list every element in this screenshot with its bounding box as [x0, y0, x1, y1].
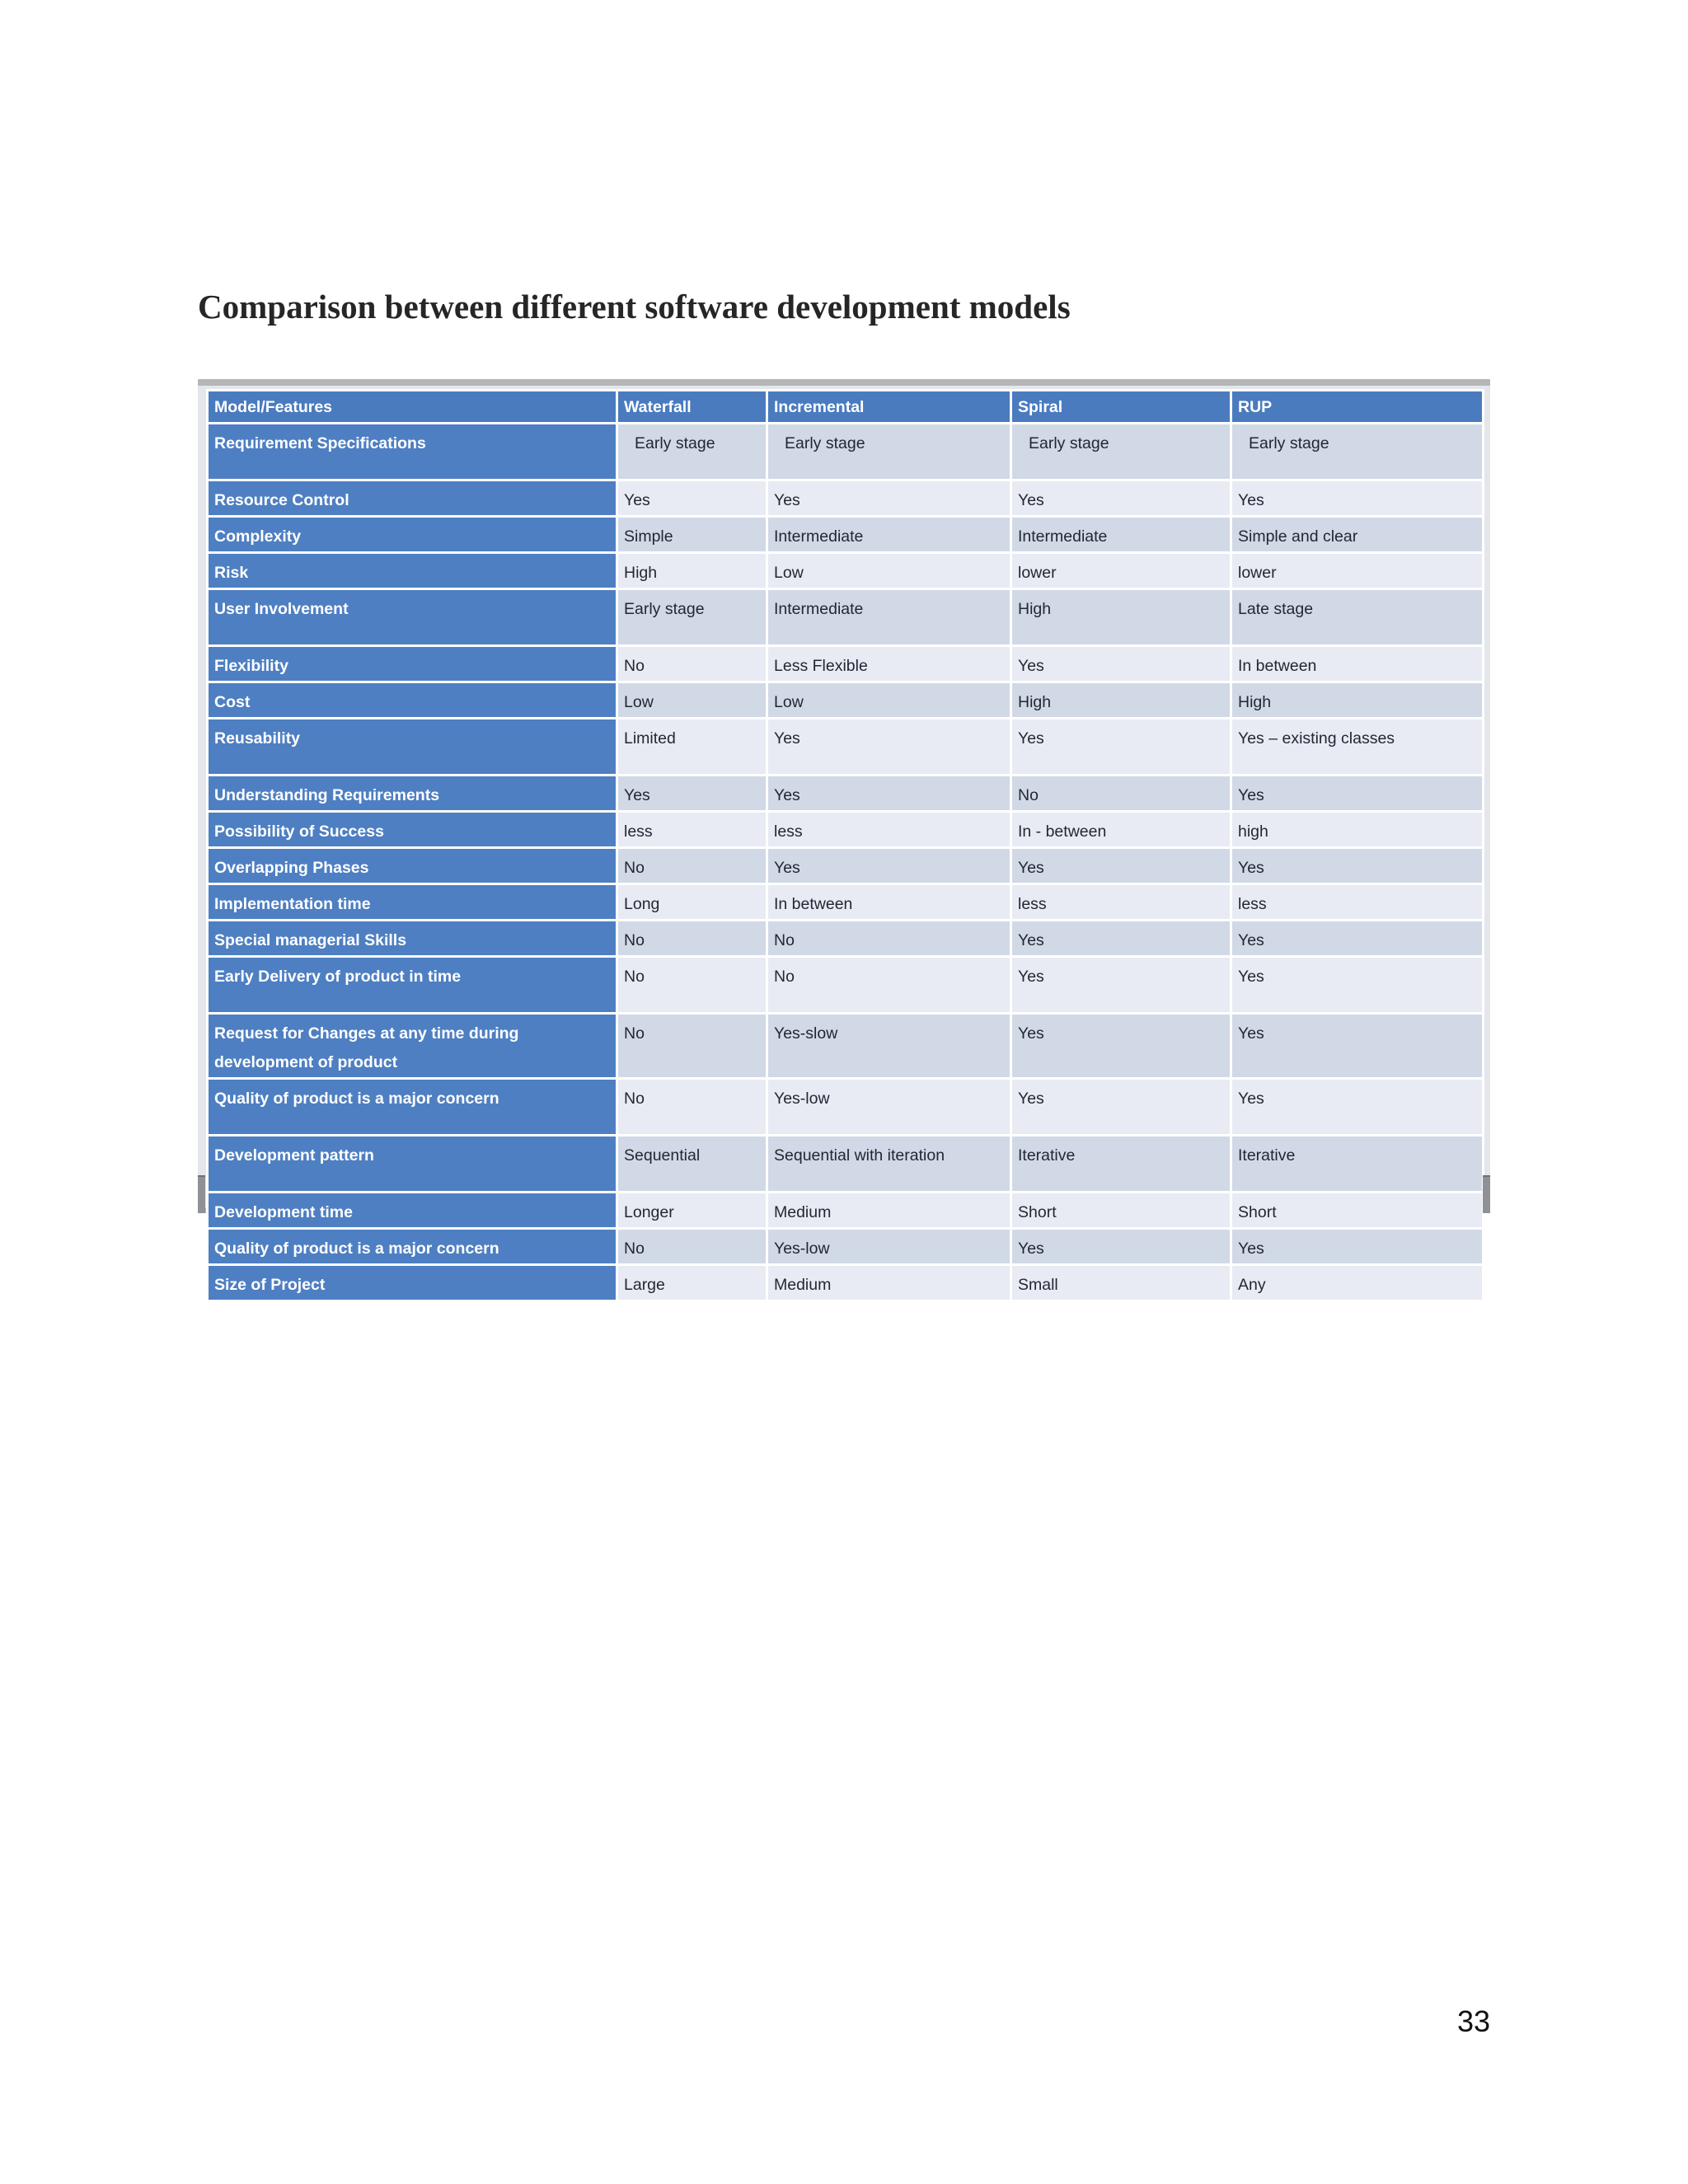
table-cell: Yes	[1231, 1229, 1484, 1265]
feature-cell: Possibility of Success	[208, 812, 617, 848]
table-row	[208, 776, 1484, 812]
table-row	[208, 1193, 1484, 1229]
table-cell: Iterative	[1011, 1136, 1231, 1193]
table-cell: Yes	[1011, 1014, 1231, 1079]
table-cell: No	[617, 1229, 767, 1265]
table-cell: less	[617, 812, 767, 848]
table-cell: Iterative	[1231, 1136, 1484, 1193]
table-cell: high	[1231, 812, 1484, 848]
feature-cell: Cost	[208, 682, 617, 719]
table-cell: No	[767, 921, 1011, 957]
feature-cell: Understanding Requirements	[208, 776, 617, 812]
table-cell: Simple	[617, 517, 767, 553]
table-cell: No	[767, 957, 1011, 1014]
table-cell: High	[1011, 682, 1231, 719]
feature-cell: Request for Changes at any time during development of product	[208, 1014, 617, 1079]
page-number: 33	[1456, 2004, 1490, 2038]
table-cell: Early stage	[617, 424, 767, 480]
header-cell-incremental: Incremental	[767, 391, 1011, 424]
feature-cell: Resource Control	[208, 480, 617, 517]
table-cell: Yes-low	[767, 1079, 1011, 1136]
header-cell-features: Model/Features	[208, 391, 617, 424]
table-cell: lower	[1011, 553, 1231, 589]
table-cell: Sequential with iteration	[767, 1136, 1011, 1193]
table-cell: Yes	[1231, 1079, 1484, 1136]
table-cell: Yes	[767, 480, 1011, 517]
table-cell: Yes	[1011, 1229, 1231, 1265]
table-row	[208, 848, 1484, 884]
table-cell: Medium	[767, 1265, 1011, 1301]
table-row	[208, 1136, 1484, 1193]
feature-cell: Special managerial Skills	[208, 921, 617, 957]
table-cell: less	[767, 812, 1011, 848]
table-cell: Any	[1231, 1265, 1484, 1301]
table-cell: Intermediate	[767, 517, 1011, 553]
table-row	[208, 1265, 1484, 1301]
table-cell: Yes	[1231, 848, 1484, 884]
frame-corner-left	[198, 1175, 205, 1213]
feature-cell: Implementation time	[208, 884, 617, 921]
table-row	[208, 424, 1484, 480]
table-cell: Yes	[1231, 921, 1484, 957]
table-row	[208, 480, 1484, 517]
table-row	[208, 1229, 1484, 1265]
table-cell: Yes	[1231, 776, 1484, 812]
table-cell: High	[1011, 589, 1231, 646]
feature-cell: Early Delivery of product in time	[208, 957, 617, 1014]
table-cell: No	[617, 1079, 767, 1136]
table-cell: Early stage	[1231, 424, 1484, 480]
table-cell: Yes – existing classes	[1231, 719, 1484, 776]
table-cell: Yes	[1011, 957, 1231, 1014]
table-cell: Low	[767, 553, 1011, 589]
table-cell: In between	[767, 884, 1011, 921]
table-cell: Yes	[767, 848, 1011, 884]
table-cell: In - between	[1011, 812, 1231, 848]
table-row	[208, 553, 1484, 589]
feature-cell: User Involvement	[208, 589, 617, 646]
table-row	[208, 812, 1484, 848]
table-cell: Limited	[617, 719, 767, 776]
table-cell: Early stage	[617, 589, 767, 646]
feature-cell: Requirement Specifications	[208, 424, 617, 480]
table-cell: Intermediate	[1011, 517, 1231, 553]
table-cell: No	[617, 921, 767, 957]
table-cell: Simple and clear	[1231, 517, 1484, 553]
table-cell: Long	[617, 884, 767, 921]
table-cell: Yes	[1231, 480, 1484, 517]
table-cell: No	[617, 1014, 767, 1079]
table-cell: Yes	[1011, 719, 1231, 776]
table-cell: No	[617, 646, 767, 682]
comparison-table-frame	[198, 379, 1490, 1294]
table-cell: Intermediate	[767, 589, 1011, 646]
comparison-table	[206, 389, 1484, 1302]
table-cell: Late stage	[1231, 589, 1484, 646]
feature-cell: Development time	[208, 1193, 617, 1229]
table-row	[208, 719, 1484, 776]
table-cell: Longer	[617, 1193, 767, 1229]
table-cell: Medium	[767, 1193, 1011, 1229]
header-cell-waterfall: Waterfall	[617, 391, 767, 424]
table-row	[208, 957, 1484, 1014]
table-cell: Yes	[767, 719, 1011, 776]
table-row	[208, 884, 1484, 921]
table-header-row	[208, 391, 1484, 424]
table-cell: No	[1011, 776, 1231, 812]
table-cell: Early stage	[1011, 424, 1231, 480]
feature-cell: Flexibility	[208, 646, 617, 682]
table-cell: High	[617, 553, 767, 589]
table-cell: High	[1231, 682, 1484, 719]
table-cell: No	[617, 848, 767, 884]
table-cell: Yes	[1011, 646, 1231, 682]
table-cell: Yes	[1011, 480, 1231, 517]
feature-cell: Reusability	[208, 719, 617, 776]
table-cell: Short	[1011, 1193, 1231, 1229]
table-row	[208, 921, 1484, 957]
feature-cell: Overlapping Phases	[208, 848, 617, 884]
table-cell: Short	[1231, 1193, 1484, 1229]
table-cell: In between	[1231, 646, 1484, 682]
header-cell-spiral: Spiral	[1011, 391, 1231, 424]
table-cell: Yes	[1231, 1014, 1484, 1079]
table-cell: Yes	[1231, 957, 1484, 1014]
header-cell-rup: RUP	[1231, 391, 1484, 424]
table-cell: Yes	[617, 480, 767, 517]
feature-cell: Quality of product is a major concern	[208, 1079, 617, 1136]
table-cell: No	[617, 957, 767, 1014]
table-row	[208, 1079, 1484, 1136]
table-cell: Yes	[1011, 1079, 1231, 1136]
feature-cell: Risk	[208, 553, 617, 589]
table-cell: Yes	[1011, 848, 1231, 884]
table-cell: Yes-low	[767, 1229, 1011, 1265]
table-cell: Low	[767, 682, 1011, 719]
table-cell: Sequential	[617, 1136, 767, 1193]
table-cell: Yes-slow	[767, 1014, 1011, 1079]
frame-corner-right	[1483, 1175, 1490, 1213]
table-row	[208, 589, 1484, 646]
table-cell: Small	[1011, 1265, 1231, 1301]
table-cell: lower	[1231, 553, 1484, 589]
table-cell: Yes	[617, 776, 767, 812]
table-cell: less	[1011, 884, 1231, 921]
table-row	[208, 646, 1484, 682]
table-cell: Yes	[767, 776, 1011, 812]
page-title: Comparison between different software development models	[198, 288, 1071, 326]
table-row	[208, 517, 1484, 553]
table-row	[208, 682, 1484, 719]
table-cell: Less Flexible	[767, 646, 1011, 682]
table-cell: less	[1231, 884, 1484, 921]
table-row	[208, 1014, 1484, 1079]
table-cell: Low	[617, 682, 767, 719]
feature-cell: Complexity	[208, 517, 617, 553]
table-cell: Large	[617, 1265, 767, 1301]
feature-cell: Quality of product is a major concern	[208, 1229, 617, 1265]
table-cell: Early stage	[767, 424, 1011, 480]
table-cell: Yes	[1011, 921, 1231, 957]
feature-cell: Development pattern	[208, 1136, 617, 1193]
feature-cell: Size of Project	[208, 1265, 617, 1301]
